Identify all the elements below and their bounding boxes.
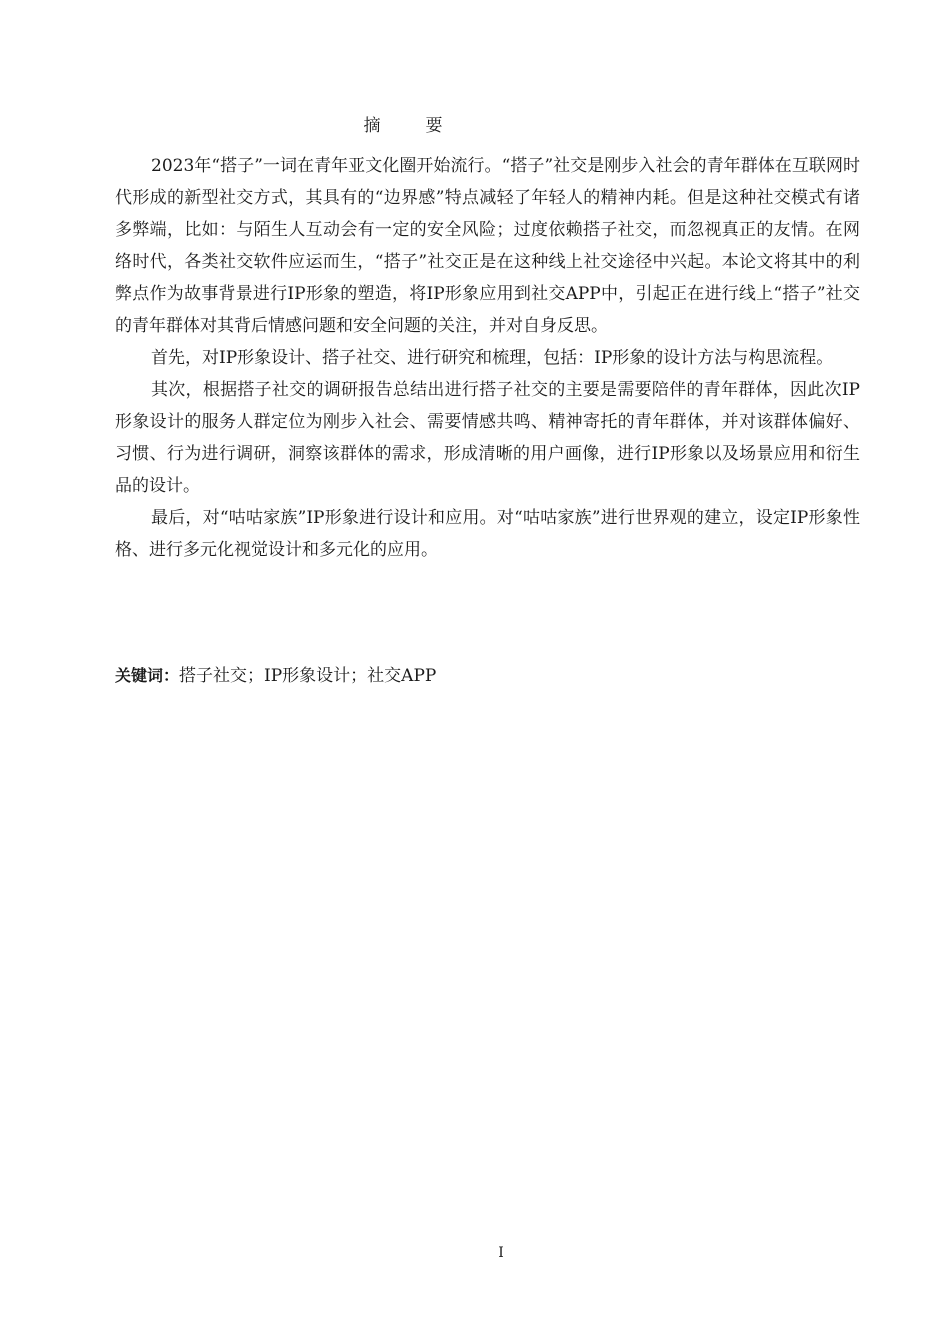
abstract-body xyxy=(115,150,860,566)
abstract-paragraph-4: 最后，对“咕咕家族”IP形象进行设计和应用。对“咕咕家族”进行世界观的建立，设定IP形象性格、进行多元化视觉设计和多元化的应用。 xyxy=(115,508,860,560)
abstract-paragraph-2: 首先，对IP形象设计、搭子社交、进行研究和梳理，包括：IP形象的设计方法与构思流程。 xyxy=(151,348,834,368)
abstract-paragraph-3: 其次，根据搭子社交的调研报告总结出进行搭子社交的主要是需要陪伴的青年群体，因此次IP形象设计的服务人群定位为刚步入社会、需要情感共鸣、精神寄托的青年群体，并对该群体偏好、习惯、行为进行调研，洞察该群体的需求，形成清晰的用户画像，进行IP形象以及场景应用和衍生品的设计。 xyxy=(115,380,860,496)
keywords-label: 关键词： xyxy=(115,666,180,685)
keywords-line xyxy=(115,662,860,690)
abstract-title: 摘 要 xyxy=(363,116,457,136)
abstract-paragraph-1: 2023年“搭子”一词在青年亚文化圈开始流行。“搭子”社交是刚步入社会的青年群体在互联网时代形成的新型社交方式，其具有的“边界感”特点减轻了年轻人的精神内耗。但是这种社交模式有诸多弊端，比如：与陌生人互动会有一定的安全风险；过度依赖搭子社交，而忽视真正的友情。在网络时代，各类社交软件应运而生，“搭子”社交正是在这种线上社交途径中兴起。本论文将其中的利弊点作为故事背景进行IP形象的塑造，将IP形象应用到社交APP中，引起正在进行线上“搭子”社交的青年群体对其背后情感问题和安全问题的关注，并对自身反思。 xyxy=(115,156,860,336)
keywords-value: 搭子社交；IP形象设计；社交APP xyxy=(179,666,437,686)
page-number: I xyxy=(498,1245,504,1261)
